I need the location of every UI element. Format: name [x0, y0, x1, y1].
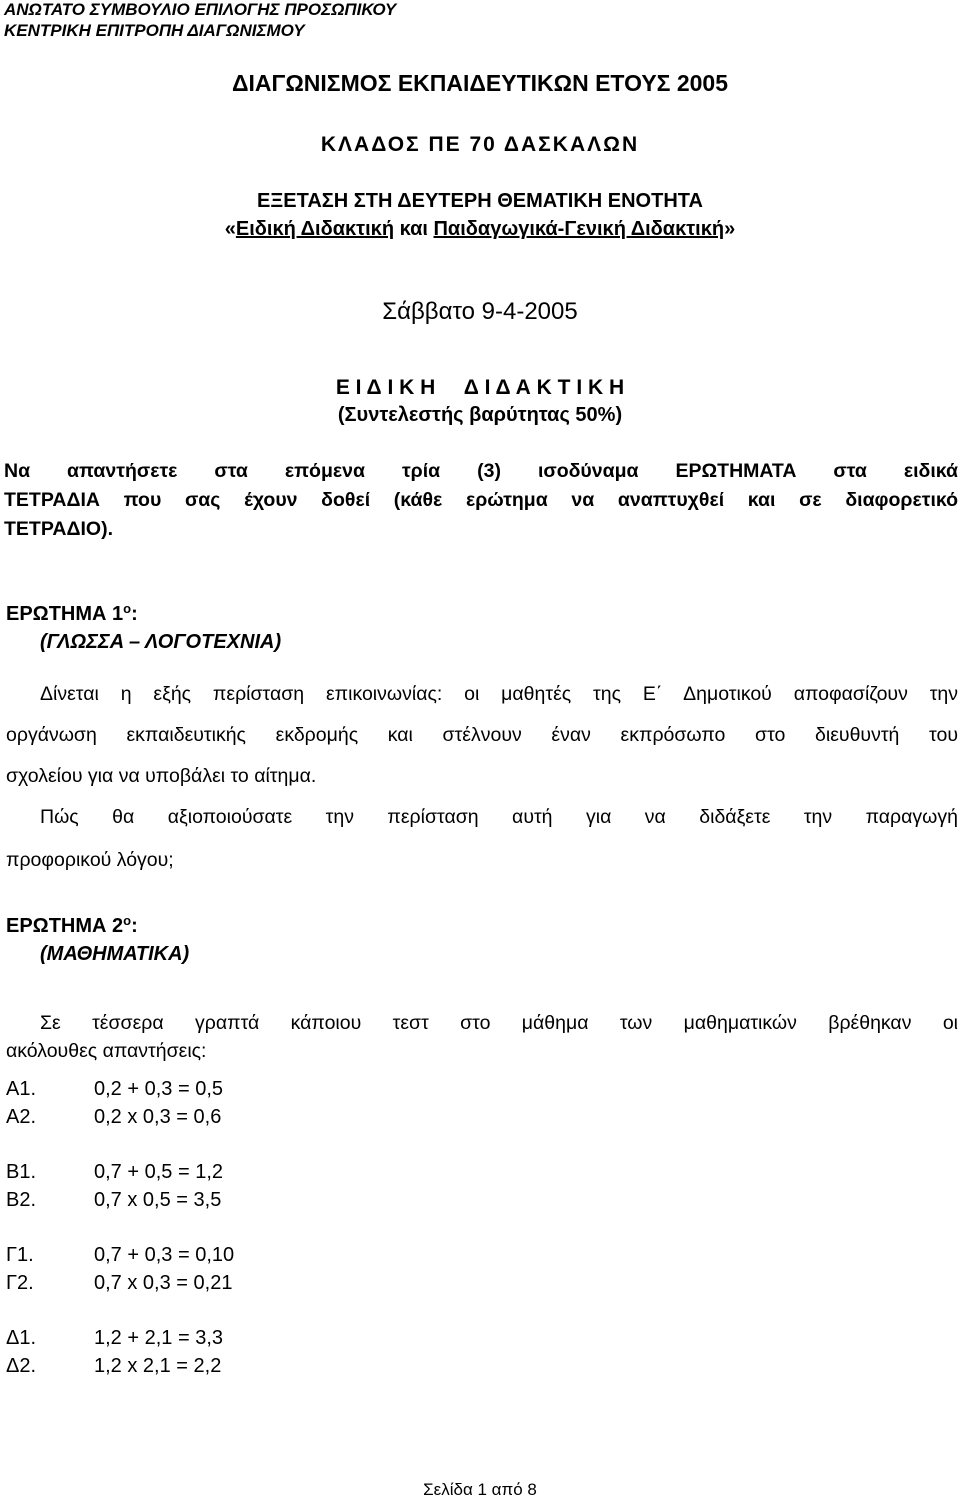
question-1-text-line-2: οργάνωση εκπαιδευτικής εκδρομής και στέλνουν έναν εκπρόσωπο στο διευθυντή του [6, 724, 958, 746]
question-2-label: ΕΡΩΤΗΜΑ 2 [6, 915, 124, 937]
answer-label: Α2. [6, 1106, 37, 1128]
answer-expression: 0,2 x 0,3 = 0,6 [94, 1106, 222, 1128]
question-1-prompt-line-2: προφορικού λόγου; [6, 849, 174, 871]
subject-conjunction: και [394, 218, 434, 240]
exam-subject [0, 218, 960, 241]
question-2-subject: (ΜΑΘΗΜΑΤΙΚΑ) [40, 943, 190, 965]
answer-label: Β2. [6, 1189, 37, 1211]
question-1-text-line-3: σχολείου για να υποβάλει το αίτημα. [6, 765, 317, 787]
question-1-title [6, 603, 138, 626]
branch-title: ΚΛΑΔΟΣ ΠΕ 70 ΔΑΣΚΑΛΩΝ [320, 133, 640, 156]
contest-title: ΔΙΑΓΩΝΙΣΜΟΣ ΕΚΠΑΙΔΕΥΤΙΚΩΝ ΕΤΟΥΣ 2005 [231, 70, 729, 96]
page-number: Σελίδα 1 από 8 [423, 1480, 537, 1499]
instructions-line-2: ΤΕΤΡΑΔΙΑ που σας έχουν δοθεί (κάθε ερώτημα να αναπτυχθεί και σε διαφορετικό [4, 489, 958, 511]
answer-label: Α1. [6, 1078, 37, 1100]
answer-label: Β1. [6, 1161, 37, 1183]
answer-label: Γ2. [6, 1272, 34, 1294]
section-title: Ε Ι Δ Ι Κ Η Δ Ι Δ Α Κ Τ Ι Κ Η [335, 376, 625, 399]
question-1-text-line-1: Δίνεται η εξής περίσταση επικοινωνίας: οι μαθητές της Ε΄ Δημοτικού αποφασίζουν την [40, 683, 958, 705]
question-1-label: ΕΡΩΤΗΜΑ 1 [6, 603, 124, 625]
subject-close-quote: » [724, 218, 736, 240]
instructions-line-3: ΤΕΤΡΑΔΙΟ). [4, 518, 113, 540]
question-2-colon: : [131, 915, 138, 937]
answer-expression: 0,7 x 0,5 = 3,5 [94, 1189, 222, 1211]
answer-expression: 0,2 + 0,3 = 0,5 [94, 1078, 223, 1100]
answer-expression: 0,7 + 0,5 = 1,2 [94, 1161, 223, 1183]
answer-expression: 1,2 x 2,1 = 2,2 [94, 1355, 222, 1377]
answer-label: Δ2. [6, 1355, 37, 1377]
question-1-colon: : [131, 603, 138, 625]
instructions-line-1: Να απαντήσετε στα επόμενα τρία (3) ισοδύναμα ΕΡΩΤΗΜΑΤΑ στα ειδικά [4, 460, 958, 482]
question-1-ordinal: ο [123, 601, 132, 616]
subject-part-special-didactics: Ειδική Διδακτική [235, 218, 395, 240]
answer-expression: 0,7 + 0,3 = 0,10 [94, 1244, 235, 1266]
header-organization: ΑΝΩΤΑΤΟ ΣΥΜΒΟΥΛΙΟ ΕΠΙΛΟΓΗΣ ΠΡΟΣΩΠΙΚΟΥ [4, 0, 397, 19]
question-1-subject: (ΓΛΩΣΣΑ – ΛΟΓΟΤΕΧΝΙΑ) [40, 631, 282, 653]
question-2-text-line-1: Σε τέσσερα γραπτά κάποιου τεστ στο μάθημα των μαθηματικών βρέθηκαν οι [40, 1012, 958, 1034]
answer-expression: 1,2 + 2,1 = 3,3 [94, 1327, 223, 1349]
subject-part-general-didactics: Παιδαγωγικά-Γενική Διδακτική [433, 218, 725, 240]
question-2-text-line-2: ακόλουθες απαντήσεις: [6, 1040, 207, 1062]
exam-date: Σάββατο 9-4-2005 [382, 298, 578, 325]
question-2-title [6, 915, 138, 938]
answer-label: Γ1. [6, 1244, 34, 1266]
question-2-ordinal: ο [123, 913, 132, 928]
question-1-prompt-line-1: Πώς θα αξιοποιούσατε την περίσταση αυτή για να διδάξετε την παραγωγή [40, 806, 958, 828]
header-committee: ΚΕΝΤΡΙΚΗ ΕΠΙΤΡΟΠΗ ΔΙΑΓΩΝΙΣΜΟΥ [4, 21, 305, 40]
answer-label: Δ1. [6, 1327, 37, 1349]
answer-expression: 0,7 x 0,3 = 0,21 [94, 1272, 233, 1294]
subject-open-quote: « [224, 218, 236, 240]
weight-note: (Συντελεστής βαρύτητας 50%) [337, 404, 623, 426]
exam-title: ΕΞΕΤΑΣΗ ΣΤΗ ΔΕΥΤΕΡΗ ΘΕΜΑΤΙΚΗ ΕΝΟΤΗΤΑ [257, 190, 703, 212]
